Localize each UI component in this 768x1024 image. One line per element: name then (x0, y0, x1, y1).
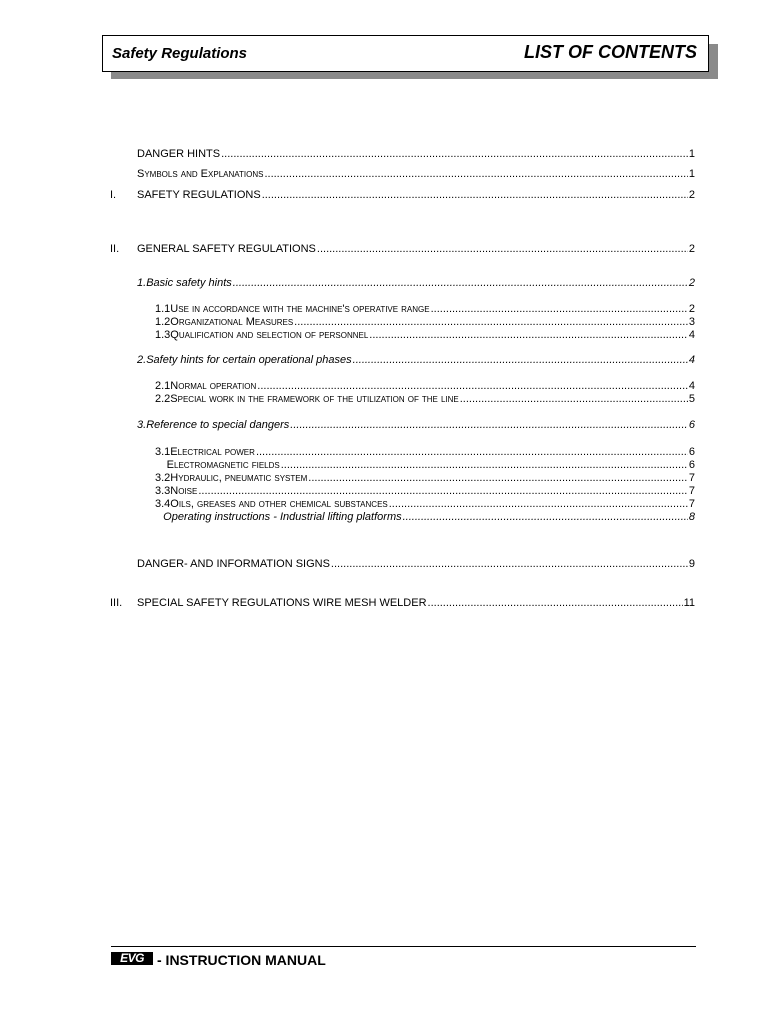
toc-entry[interactable] (155, 380, 695, 393)
toc-entry[interactable] (155, 485, 695, 498)
toc-entry[interactable] (137, 419, 695, 432)
toc-entry[interactable] (155, 393, 695, 406)
toc-roman-numeral: I. (110, 189, 117, 201)
toc-page-number: 2 (688, 243, 695, 255)
toc-entry-title: Safety hints for certain operational phases (146, 354, 352, 366)
toc-entry-number: 3.3 (155, 485, 171, 497)
toc-entry-number: 1.1 (155, 303, 171, 315)
toc-entry[interactable] (137, 354, 695, 367)
toc-page-number: 6 (688, 446, 695, 458)
toc-dot-leader (460, 393, 688, 406)
toc-dot-leader (221, 148, 688, 161)
toc-entry-title: Normal operation (170, 380, 257, 392)
toc-entry-number: 1. (137, 277, 147, 289)
toc-entry[interactable] (155, 316, 695, 329)
toc-entry-number: 1.3 (155, 329, 171, 341)
toc-page-number: 1 (688, 148, 695, 160)
toc-entry-title: Operating instructions - Industrial lifting platforms (163, 511, 402, 523)
toc-dot-leader (290, 419, 688, 432)
toc-entry[interactable] (155, 511, 695, 524)
toc-roman-numeral: III. (110, 597, 123, 609)
toc-entry-number: 3.1 (155, 446, 171, 458)
toc-dot-leader (256, 446, 688, 459)
toc-dot-leader (198, 485, 688, 498)
toc-page-number: 1 (688, 168, 695, 180)
toc-roman-numeral: II. (110, 243, 120, 255)
toc-page-number: 11 (683, 597, 695, 609)
toc-entry-title: Organizational Measures (170, 316, 294, 328)
toc-entry-title: Use in accordance with the machine's operative range (170, 303, 430, 315)
toc-entry[interactable] (155, 498, 695, 511)
toc-entry[interactable] (137, 558, 695, 571)
toc-entry[interactable] (137, 243, 695, 256)
toc-entry-number: 2. (137, 354, 147, 366)
toc-dot-leader (281, 459, 688, 472)
toc-entry-title: Basic safety hints (146, 277, 232, 289)
toc-entry-title: Noise (170, 485, 198, 497)
toc-entry[interactable] (137, 189, 695, 202)
toc-dot-leader (369, 329, 688, 342)
toc-entry[interactable] (137, 168, 695, 181)
toc-dot-leader (403, 511, 688, 524)
toc-entry-title: DANGER HINTS (137, 148, 221, 160)
toc-entry[interactable] (155, 329, 695, 342)
toc-page-number: 3 (688, 316, 695, 328)
footer-rule (111, 946, 696, 947)
toc-entry-title: Oils, greases and other chemical substances (170, 498, 388, 510)
toc-entry[interactable] (137, 277, 695, 290)
toc-page-number: 5 (688, 393, 695, 405)
toc-dot-leader (257, 380, 688, 393)
toc-entry-number: 2.1 (155, 380, 171, 392)
toc-entry-title: Qualification and selection of personnel (170, 329, 369, 341)
toc-dot-leader (294, 316, 688, 329)
toc-entry[interactable] (155, 303, 695, 316)
toc-entry-title: SAFETY REGULATIONS (137, 189, 261, 201)
toc-dot-leader (317, 243, 688, 256)
toc-page-number: 9 (688, 558, 695, 570)
toc-dot-leader (264, 168, 687, 181)
toc-entry-number: 1.2 (155, 316, 171, 328)
toc-entry-title: Hydraulic, pneumatic system (170, 472, 308, 484)
toc-entry-number: 3.4 (155, 498, 171, 510)
toc-dot-leader (353, 354, 688, 367)
toc-entry-title: DANGER- AND INFORMATION SIGNS (137, 558, 330, 570)
toc-entry-number: 3. (137, 419, 147, 431)
toc-page-number: 7 (688, 485, 695, 497)
toc-dot-leader (233, 277, 688, 290)
toc-dot-leader (262, 189, 688, 202)
toc-entry[interactable] (155, 472, 695, 485)
toc-entry[interactable] (155, 446, 695, 459)
toc-entry-number: 2.2 (155, 393, 171, 405)
toc-page-number: 2 (688, 303, 695, 315)
toc-entry-title: GENERAL SAFETY REGULATIONS (137, 243, 316, 255)
toc-dot-leader (428, 597, 683, 610)
toc-page-number: 2 (688, 189, 695, 201)
toc-page-number: 4 (688, 380, 695, 392)
page-header (102, 35, 709, 72)
header-document-title: LIST OF CONTENTS (524, 42, 697, 62)
toc-page-number: 6 (688, 459, 695, 471)
toc-entry-title: SPECIAL SAFETY REGULATIONS WIRE MESH WELDER (137, 597, 427, 609)
toc-entry-number: 3.2 (155, 472, 171, 484)
toc-entry-title: Electromagnetic fields (166, 459, 280, 471)
toc-page-number: 8 (688, 511, 695, 523)
toc-entry-title: Special work in the framework of the utilization of the line (170, 393, 459, 405)
toc-entry[interactable] (155, 459, 695, 472)
toc-page-number: 2 (688, 277, 695, 289)
toc-dot-leader (389, 498, 688, 511)
toc-entry-title: Electrical power (170, 446, 255, 458)
toc-page-number: 6 (688, 419, 695, 431)
toc-dot-leader (308, 472, 688, 485)
toc-page-number: 4 (688, 329, 695, 341)
footer-manual-label: - INSTRUCTION MANUAL (157, 952, 326, 968)
header-section-title: Safety Regulations (112, 45, 248, 62)
toc-entry-title: Symbols and Explanations (137, 168, 264, 180)
toc-entry-title: Reference to special dangers (146, 419, 290, 431)
toc-entry[interactable] (137, 148, 695, 161)
evg-logo: EVG (111, 952, 153, 965)
toc-entry[interactable] (137, 597, 695, 610)
toc-page-number: 7 (688, 472, 695, 484)
toc-dot-leader (431, 303, 688, 316)
toc-dot-leader (331, 558, 688, 571)
toc-page-number: 4 (688, 354, 695, 366)
toc-page-number: 7 (688, 498, 695, 510)
